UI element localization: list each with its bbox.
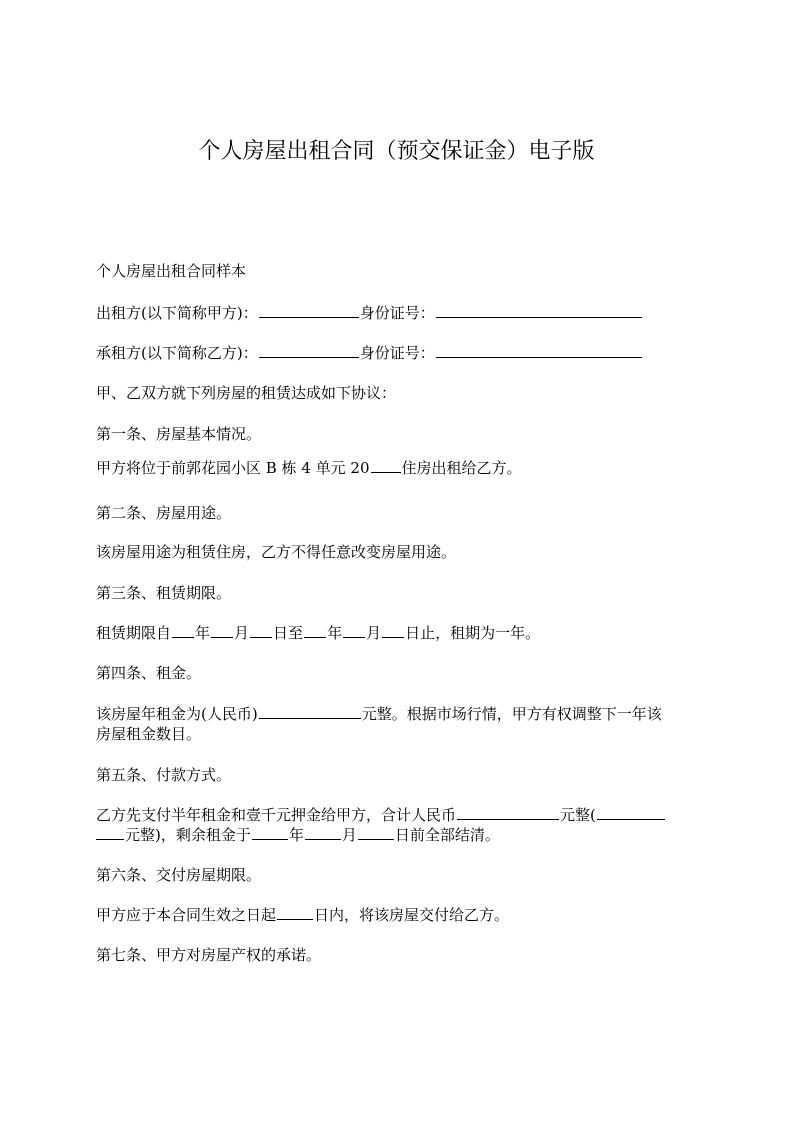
- day-end-label: 日止，租期为一年。: [405, 624, 541, 642]
- party-a-line: [96, 302, 706, 324]
- start-year-blank: [172, 623, 194, 638]
- party-b-id-blank: [436, 343, 642, 358]
- agreement-intro: 甲、乙双方就下列房屋的租赁达成如下协议：: [96, 384, 397, 402]
- article-3-heading: 第三条、租赁期限。: [96, 584, 232, 602]
- end-month-blank: [343, 623, 365, 638]
- month-label: 月: [341, 826, 357, 844]
- article-4-text-line2: 房屋租金数目。: [96, 725, 202, 743]
- room-number-blank: [371, 458, 401, 473]
- annual-rent-tail: 元整。根据市场行情，甲方有权调整下一年该: [361, 705, 662, 723]
- article-1-text: [96, 457, 706, 479]
- article-6-heading: 第六条、交付房屋期限。: [96, 866, 262, 884]
- article-1-heading: 第一条、房屋基本情况。: [96, 425, 262, 443]
- party-a-id-blank: [436, 303, 642, 318]
- party-a-label: 出租方(以下简称甲方)：: [96, 304, 258, 322]
- end-year-blank: [304, 623, 326, 638]
- payment-total-unit: 元整(: [560, 806, 596, 824]
- party-a-id-label: 身份证号：: [359, 304, 435, 322]
- payment-total-uppercase-blank-cont: [96, 825, 124, 840]
- start-month-blank: [211, 623, 233, 638]
- remaining-day-blank: [358, 825, 394, 840]
- month-label: 月: [366, 624, 382, 642]
- party-b-label: 承租方(以下简称乙方)：: [96, 344, 258, 362]
- article-1-text-after: 住房出租给乙方。: [401, 459, 522, 477]
- remaining-year-blank: [252, 825, 288, 840]
- article-4-heading: 第四条、租金。: [96, 664, 202, 682]
- year-label: 年: [195, 624, 211, 642]
- month-label: 月: [234, 624, 250, 642]
- article-2-heading: 第二条、房屋用途。: [96, 504, 232, 522]
- document-title: 个人房屋出租合同（预交保证金）电子版: [198, 139, 595, 164]
- delivery-period-label: 甲方应于本合同生效之日起: [96, 906, 277, 924]
- annual-rent-label: 该房屋年租金为(人民币): [96, 705, 258, 723]
- payment-total-uppercase-blank: [597, 805, 665, 820]
- party-a-name-blank: [259, 303, 359, 318]
- delivery-days-blank: [277, 905, 313, 920]
- delivery-period-tail: 日内，将该房屋交付给乙方。: [314, 906, 510, 924]
- article-7-heading: 第七条、甲方对房屋产权的承诺。: [96, 946, 322, 964]
- end-day-blank: [382, 623, 404, 638]
- article-5-text-line1: [96, 804, 706, 826]
- article-5-text-line2: [96, 824, 706, 846]
- remaining-rent-label: 元整)，剩余租金于: [125, 826, 251, 844]
- party-b-name-blank: [259, 343, 359, 358]
- article-6-text: [96, 904, 706, 926]
- article-1-text-before: 甲方将位于前郭花园小区 B 栋 4 单元 20: [96, 459, 370, 477]
- year-label: 年: [327, 624, 343, 642]
- remaining-month-blank: [305, 825, 341, 840]
- contract-subtitle: 个人房屋出租合同样本: [96, 262, 247, 280]
- article-2-text: 该房屋用途为租赁住房，乙方不得任意改变房屋用途。: [96, 543, 457, 561]
- remaining-day-tail: 日前全部结清。: [394, 826, 500, 844]
- annual-rent-blank: [259, 704, 361, 719]
- year-label: 年: [288, 826, 304, 844]
- article-3-text: [96, 622, 706, 644]
- party-b-line: [96, 342, 706, 364]
- lease-term-start-label: 租赁期限自: [96, 624, 172, 642]
- payment-total-blank: [457, 805, 559, 820]
- article-5-heading: 第五条、付款方式。: [96, 766, 232, 784]
- start-day-blank: [250, 623, 272, 638]
- payment-total-label: 乙方先支付半年租金和壹千元押金给甲方，合计人民币: [96, 806, 457, 824]
- article-4-text-line1: [96, 703, 706, 725]
- party-b-id-label: 身份证号：: [359, 344, 435, 362]
- day-to-label: 日至: [273, 624, 304, 642]
